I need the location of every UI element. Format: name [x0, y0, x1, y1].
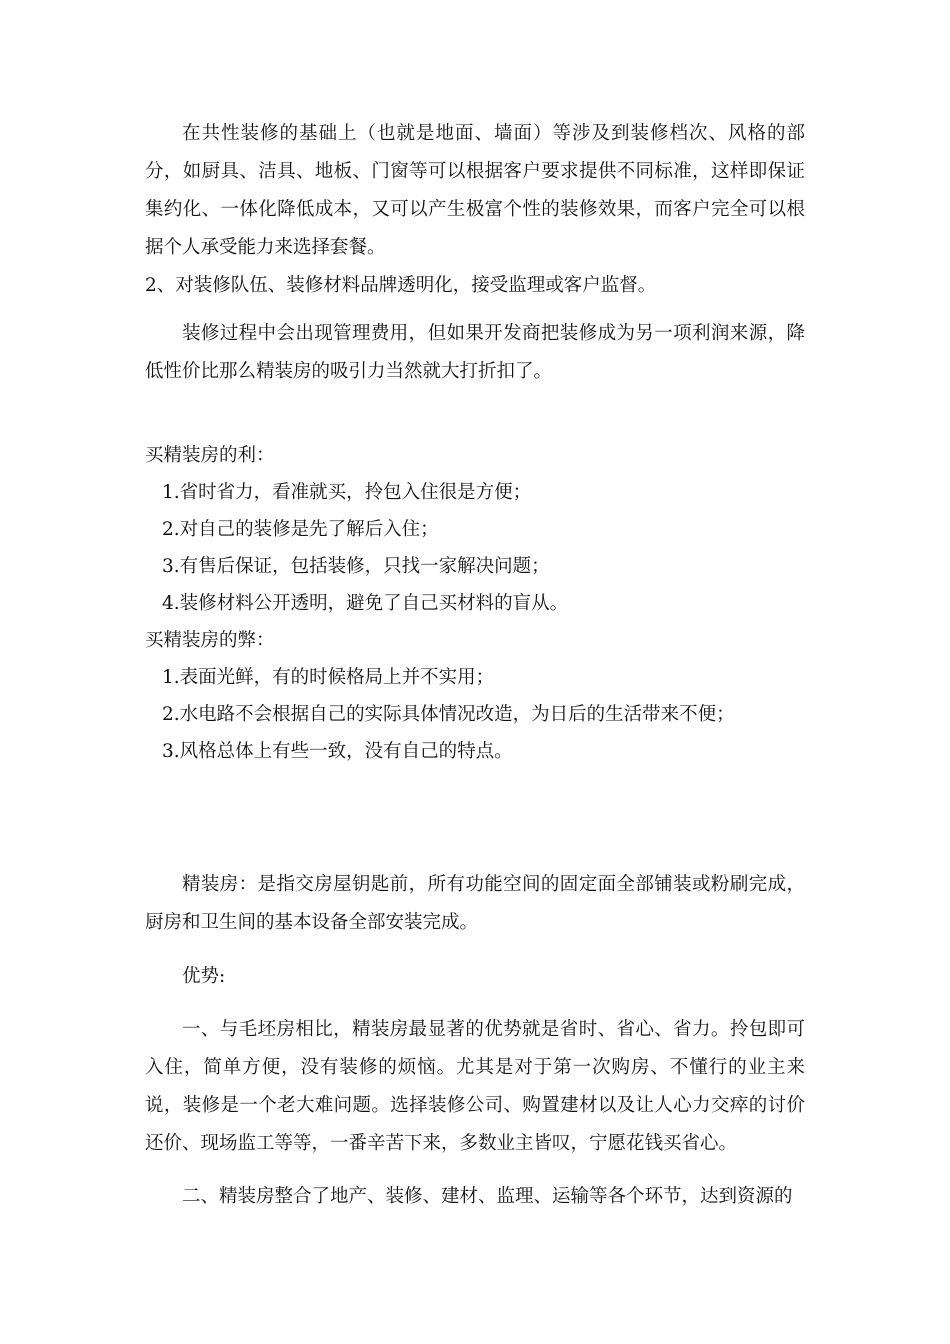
paragraph-custom-packages: 在共性装修的基础上（也就是地面、墙面）等涉及到装修档次、风格的部分，如厨具、洁具、地板、门窗等可以根据客户要求提供不同标准，这样即保证集约化、一体化降低成本，又可以产生极富个性的装修效果，而客户完全可以根据个人承受能力来选择套餐。 [145, 123, 805, 258]
pros-item: 1.省时省力，看准就买，拎包入住很是方便； [162, 482, 532, 503]
paragraph-definition: 精装房：是指交房屋钥匙前，所有功能空间的固定面全部铺装或粉刷完成，厨房和卫生间的基本设备全部安装完成。 [145, 874, 805, 933]
pros-item: 3.有售后保证，包括装修，只找一家解决问题； [162, 556, 550, 577]
paragraph-transparency-heading: 2、对装修队伍、装修材料品牌透明化，接受监理或客户监督。 [145, 275, 657, 296]
cons-item: 1.表面光鲜，有的时候格局上并不实用； [162, 667, 495, 688]
paragraph-management-fee: 装修过程中会出现管理费用，但如果开发商把装修成为另一项利润来源，降低性价比那么精装房的吸引力当然就大打折扣了。 [145, 323, 805, 382]
pros-item: 4.装修材料公开透明，避免了自己买材料的盲从。 [162, 593, 569, 614]
cons-item: 3.风格总体上有些一致，没有自己的特点。 [162, 741, 513, 762]
paragraph-advantage-one: 一、与毛坯房相比，精装房最显著的优势就是省时、省心、省力。拎包即可入住，简单方便，没有装修的烦恼。尤其是对于第一次购房、不懂行的业主来说，装修是一个老大难问题。选择装修公司、购置建材以及让人心力交瘁的讨价还价、现场监工等等，一番辛苦下来，多数业主皆叹，宁愿花钱买省心。 [145, 1019, 805, 1154]
cons-item: 2.水电路不会根据自己的实际具体情况改造，为日后的生活带来不便； [162, 704, 735, 725]
pros-title: 买精装房的利： [145, 445, 275, 466]
cons-title: 买精装房的弊： [145, 630, 275, 651]
paragraph-advantage-two: 二、精装房整合了地产、装修、建材、监理、运输等各个环节，达到资源的 [182, 1186, 793, 1207]
pros-item: 2.对自己的装修是先了解后入住； [162, 519, 439, 540]
advantages-heading: 优势: [182, 966, 226, 987]
